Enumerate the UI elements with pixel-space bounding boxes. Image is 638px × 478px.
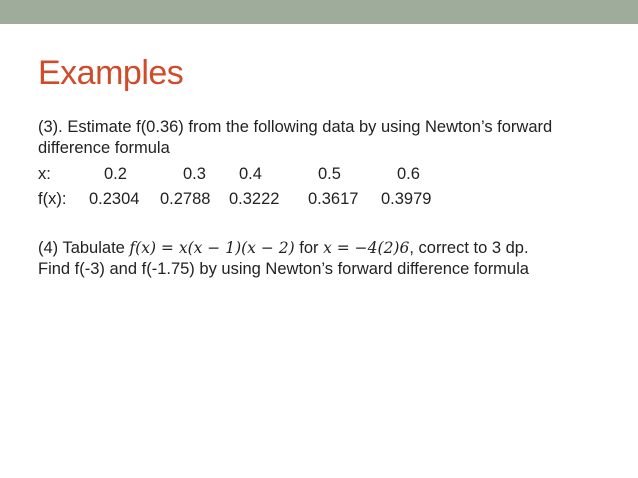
x-label: x: <box>38 165 51 183</box>
problem-3-line-2: difference formula <box>38 139 170 157</box>
fx-value: 0.2304 <box>89 190 140 208</box>
problem-4-mid: for <box>294 239 324 257</box>
x-values-row <box>0 164 638 185</box>
x-value: 0.6 <box>397 165 420 183</box>
x-value: 0.4 <box>239 165 262 183</box>
problem-3-text <box>38 117 618 159</box>
problem-4-line-1 <box>38 238 618 259</box>
fx-label: f(x): <box>38 190 67 208</box>
top-color-band <box>0 0 638 24</box>
x-value: 0.3 <box>183 165 206 183</box>
x-value: 0.5 <box>318 165 341 183</box>
fx-value: 0.3979 <box>381 190 432 208</box>
slide-title: Examples <box>38 54 184 92</box>
problem-4-suffix: , correct to 3 dp. <box>409 239 529 257</box>
fx-value: 0.3222 <box>229 190 280 208</box>
problem-4-text <box>38 238 618 280</box>
fx-values-row <box>0 189 638 210</box>
problem-3-line-1: (3). Estimate f(0.36) from the following data by using Newton’s forward <box>38 118 553 136</box>
fx-value: 0.3617 <box>308 190 359 208</box>
problem-4-formula: f(x) = x(x − 1)(x − 2) <box>129 239 295 257</box>
x-value: 0.2 <box>104 165 127 183</box>
fx-value: 0.2788 <box>160 190 211 208</box>
problem-4-line-2: Find f(-3) and f(-1.75) by using Newton’s forward difference formula <box>38 260 529 278</box>
problem-4-range: x = −4(2)6 <box>323 239 410 257</box>
problem-4-prefix: (4) Tabulate <box>38 239 130 257</box>
